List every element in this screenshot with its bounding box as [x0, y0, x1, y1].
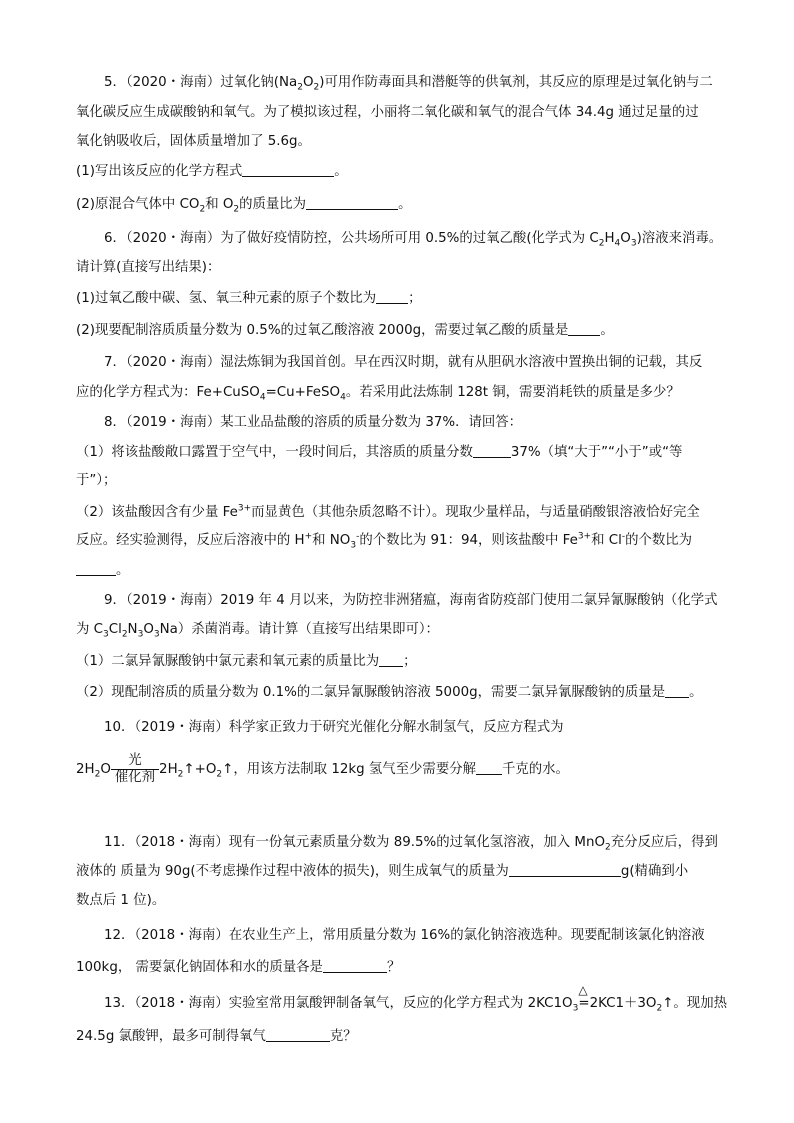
q6-line2: 请计算(直接写出结果)：: [76, 260, 221, 275]
q8-sub2: （2）该盐酸因含有少量 $Fe^{3+}$而显黄色（其他杂质忽略不计）。现取少量样品，与适量硝酸银溶液恰好完全: [76, 503, 700, 520]
q6-line1: 6．（2020・海南）为了做好疫情防控，公共场所可用 0.5%的过氧乙酸(化学式为 $C_2H_4O_3$)溶液来消毒。: [104, 231, 723, 249]
q5-sub1: (1)写出该反应的化学方程式 。: [76, 164, 348, 179]
answer-blank[interactable]: [242, 162, 334, 177]
answer-blank[interactable]: [266, 1027, 330, 1042]
q11-line2: 液体的 质量为 90g(不考虑操作过程中液体的损失)，则生成氧气的质量为 g(精确到小: [76, 864, 689, 879]
q5-line1: 5．（2020・海南）过氧化钠$(Na_2O_2)$可用作防毒面具和潜艇等的供氧剂，其反应的原理是过氧化钠与二: [104, 75, 713, 93]
q9-line1: 9．（2019・海南）2019 年 4 月以来，为防控非洲猪瘟，海南省防疫部门使用二氯异氰脲酸钠（化学式: [104, 593, 718, 608]
q10-equation: $2H_2O$ $\frac{\text{光}}{\text{催化剂}}$ $2H_2↑+O_2↑$: [76, 752, 234, 785]
heating-symbol: △ =: [578, 983, 590, 1011]
answer-blank[interactable]: [473, 443, 511, 458]
q8-sub2-end: 。: [76, 561, 754, 581]
q10-equation-line: $2H_2O$ $\frac{\text{光}}{\text{催化剂}}$ $2H_2↑+O_2↑$，用该方法制取 12kg 氢气至少需要分解 千克的水。: [76, 752, 569, 785]
q9-sub1: （1）二氯异氰脲酸钠中氯元素和氧元素的质量比为 ；: [76, 654, 417, 669]
answer-blank[interactable]: [568, 321, 600, 336]
answer-blank[interactable]: [306, 195, 398, 210]
answer-blank[interactable]: [323, 958, 387, 973]
q6-sub2: (2)现要配制溶质质量分数为 0.5%的过氧乙酸溶液 2000g，需要过氧乙酸的质量是 。: [76, 323, 614, 338]
q12-line2: 100kg， 需要氯化钠固体和水的质量各是 ？: [76, 960, 401, 975]
answer-blank[interactable]: [476, 760, 502, 775]
q8-sub2-cont: 反应。经实验测得，反应后溶液中的 H+和 $NO_3^-$的个数比为 91：94，则该盐酸中 $Fe^{3+}$和 Cl-的个数比为: [76, 531, 693, 551]
q12-line1: 12．（2018・海南）在农业生产上，常用质量分数为 16%的氯化钠溶液选种。现要配制该氯化钠溶液: [104, 928, 705, 943]
answer-blank[interactable]: [379, 652, 403, 667]
q11-line3: 数点后 1 位)。: [76, 893, 166, 908]
answer-blank[interactable]: [76, 561, 116, 576]
q8-sub1: （1）将该盐酸敞口露置于空气中，一段时间后，其溶质的质量分数 37%（填“大于”“小于”或“等: [76, 445, 683, 460]
reaction-condition: $\frac{\text{光}}{\text{催化剂}}$: [111, 753, 159, 786]
q9-sub2: （2）现配制溶质的质量分数为 0.1%的二氯异氰脲酸钠溶液 5000g，需要二氯异氰脲酸钠的质量是 。: [76, 685, 703, 700]
q7-line2: 应的化学方程式为：Fe+CuSO$_4$=Cu+FeSO$_4$。若采用此法炼制 128t 铜，需要消耗铁的质量是多少？: [76, 385, 680, 403]
answer-blank[interactable]: [509, 862, 621, 877]
q8-line1: 8．（2019・海南）某工业品盐酸的溶质的质量分数为 37%．请回答：: [104, 415, 523, 430]
q6-sub1: (1)过氧乙酸中碳、氢、氧三种元素的原子个数比为 ；: [76, 291, 422, 306]
q5-sub2: (2)原混合气体中 $CO_2$和 $O_2$的质量比为 。: [76, 197, 412, 215]
q7-line1: 7．（2020・海南）湿法炼铜为我国首创。早在西汉时期，就有从胆矾水溶液中置换出铜的记载，其反: [104, 355, 703, 370]
answer-blank[interactable]: [376, 289, 408, 304]
q5-line3: 氧化钠吸收后，固体质量增加了 5.6g。: [76, 134, 311, 149]
answer-blank[interactable]: [665, 683, 689, 698]
q13-line2: 24.5g 氯酸钾，最多可制得氧气 克？: [76, 1029, 357, 1044]
q13-line1: 13．（2018・海南）实验室常用氯酸钾制备氧气，反应的化学方程式为 $2KC1O_3$ △ $=2KC1+3O_2↑$。现加热: [104, 983, 727, 1014]
q11-line1: 11．（2018・海南）现有一份氧元素质量分数为 89.5%的过氧化氢溶液，加入 MnO$_2$充分反应后，得到: [104, 835, 718, 853]
q5-line2: 氧化碳反应生成碳酸钠和氧气。为了模拟该过程，小丽将二氧化碳和氧气的混合气体 34.4g 通过足量的过: [76, 105, 699, 120]
q10-line1: 10．（2019・海南）科学家正致力于研究光催化分解水制氢气，反应方程式为: [104, 720, 564, 735]
q8-sub1-cont: 于”）；: [76, 473, 117, 488]
q9-line2: 为 $C_3Cl_2N_3O_3Na$）杀菌消毒。请计算（直接写出结果即可）：: [76, 622, 439, 640]
